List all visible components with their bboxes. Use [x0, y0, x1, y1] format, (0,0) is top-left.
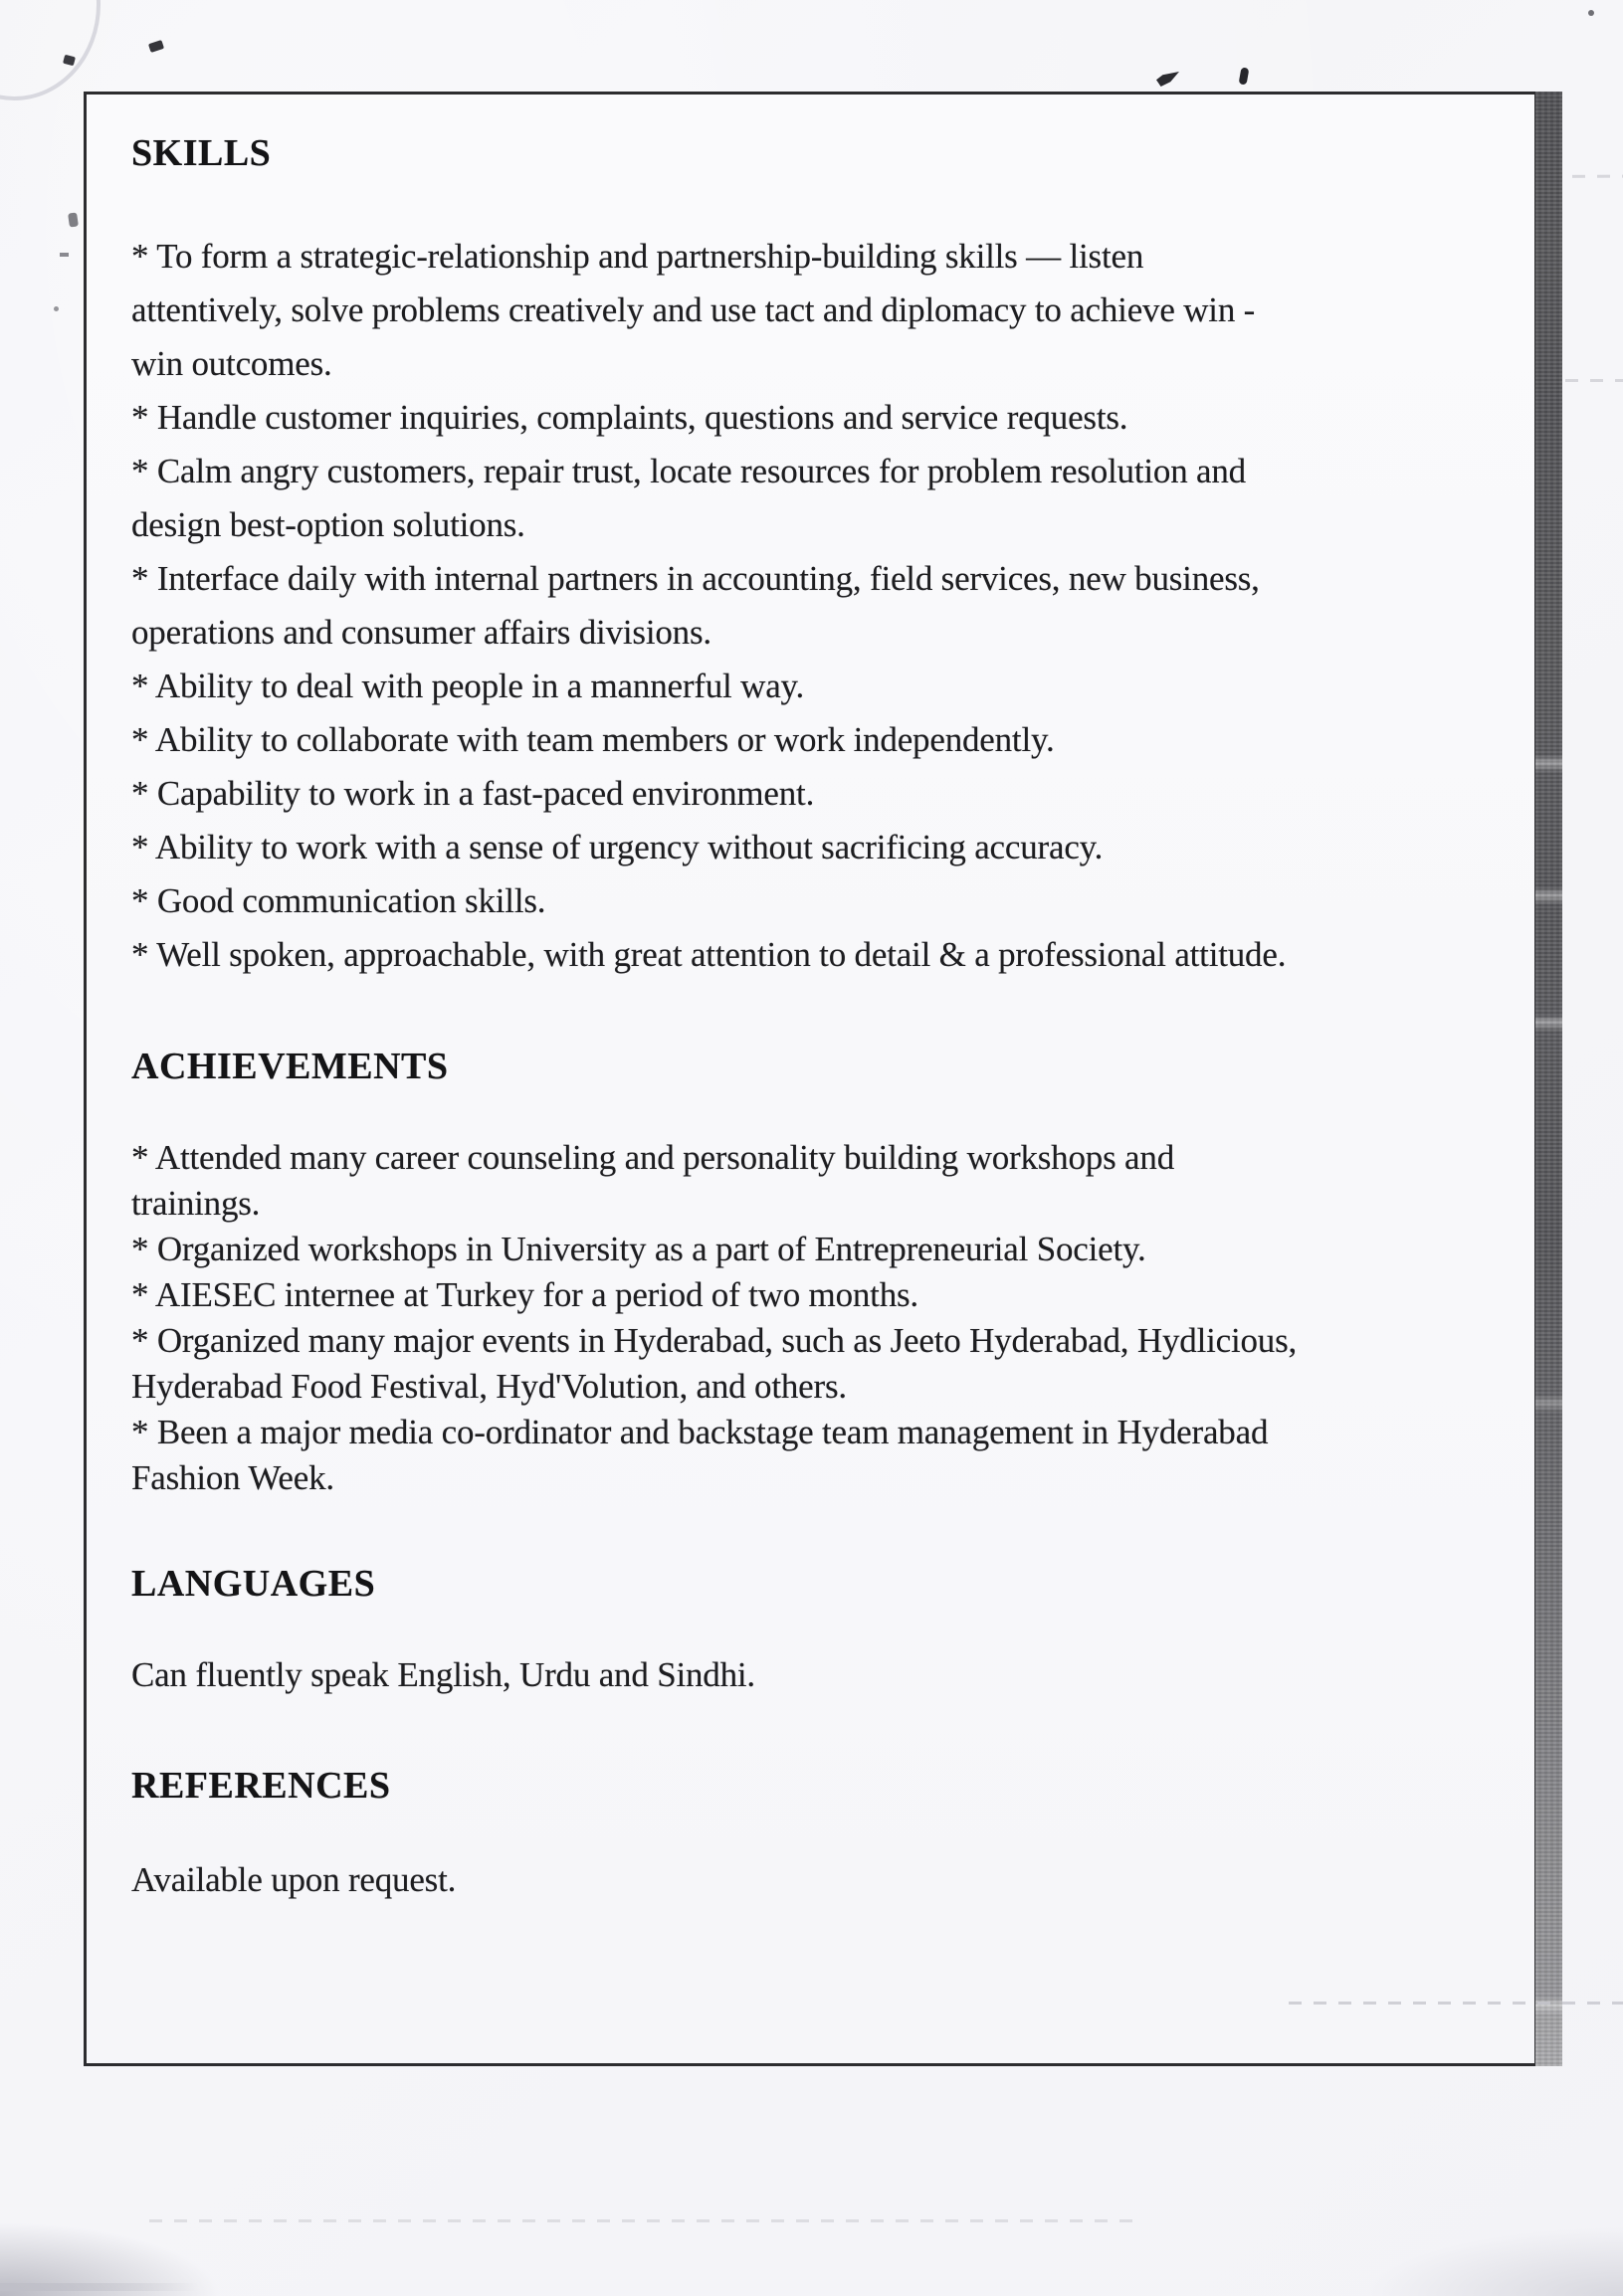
section-heading-references: REFERENCES: [131, 1765, 391, 1807]
scanner-corner-arc: [0, 0, 101, 100]
text-line: win outcomes.: [131, 344, 332, 383]
text-line: operations and consumer affairs divisions.: [131, 613, 711, 652]
ink-mark: [1239, 67, 1250, 85]
text-line: attentively, solve problems creatively and use tact and diplomacy to achieve win -: [131, 290, 1256, 329]
scanner-shadow: [1363, 2226, 1623, 2296]
scan-streak: [1289, 2002, 1623, 2005]
text-line: * Good communication skills.: [131, 881, 546, 920]
text-line: Hyderabad Food Festival, Hyd'Volution, and others.: [131, 1367, 847, 1406]
text-line: * Capability to work in a fast-paced environment.: [131, 774, 815, 813]
section-heading-skills: SKILLS: [131, 132, 272, 174]
text-line: * Ability to work with a sense of urgency without sacrificing accuracy.: [131, 828, 1104, 866]
text-line: Fashion Week.: [131, 1458, 334, 1497]
ink-mark: [1156, 72, 1179, 87]
section-body-skills: [131, 230, 1485, 982]
section-body-references: [131, 1857, 1485, 1903]
text-line: * Organized many major events in Hyderabad, such as Jeeto Hyderabad, Hydlicious,: [131, 1321, 1298, 1360]
text-line: * Been a major media co-ordinator and backstage team management in Hyderabad: [131, 1413, 1269, 1451]
ink-speck: [68, 212, 79, 227]
text-line: * AIESEC internee at Turkey for a period of two months.: [131, 1275, 918, 1314]
text-line: * Attended many career counseling and personality building workshops and: [131, 1138, 1174, 1177]
text-line: * Ability to deal with people in a mannerful way.: [131, 667, 805, 705]
text-line: * Well spoken, approachable, with great attention to detail & a professional attitude.: [131, 935, 1287, 974]
section-heading-achievements: ACHIEVEMENTS: [131, 1046, 449, 1087]
text-line: * Interface daily with internal partners in accounting, field services, new business,: [131, 559, 1260, 598]
ink-speck: [60, 253, 69, 257]
section-heading-languages: LANGUAGES: [131, 1563, 376, 1605]
section-body-languages: [131, 1652, 1485, 1698]
text-line: design best-option solutions.: [131, 505, 525, 544]
text-line: Available upon request.: [131, 1860, 457, 1899]
text-line: trainings.: [131, 1184, 261, 1223]
text-line: * Handle customer inquiries, complaints, questions and service requests.: [131, 398, 1128, 437]
section-body-achievements: [131, 1135, 1485, 1501]
ink-speck: [1588, 10, 1594, 16]
ink-speck: [148, 40, 164, 53]
scanner-shadow: [0, 2283, 209, 2291]
text-line: * Ability to collaborate with team members or work independently.: [131, 720, 1055, 759]
text-line: * To form a strategic-relationship and partnership-building skills — listen: [131, 237, 1144, 276]
text-line: * Calm angry customers, repair trust, locate resources for problem resolution and: [131, 452, 1246, 490]
text-line: * Organized workshops in University as a part of Entrepreneurial Society.: [131, 1230, 1146, 1268]
scan-streak: [149, 2219, 1144, 2222]
text-line: Can fluently speak English, Urdu and Sindhi.: [131, 1655, 755, 1694]
ink-speck: [54, 306, 59, 311]
resume-border-box: [84, 92, 1537, 2066]
scanner-band-artifact: [1535, 92, 1562, 2066]
